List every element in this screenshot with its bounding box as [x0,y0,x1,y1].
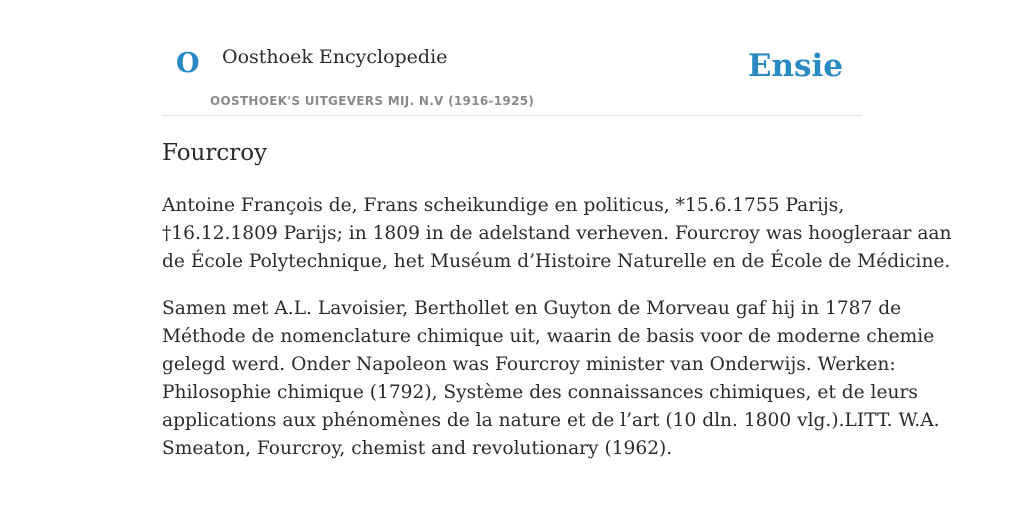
entry-title: Fourcroy [162,140,268,166]
brand-logo-link[interactable]: Ensie [747,48,843,84]
page [162,0,952,459]
entry-paragraph-1 [162,192,952,276]
publisher-label: OOSTHOEK'S UITGEVERS MIJ. N.V (1916-1925) [210,94,535,108]
text-line: applications aux phénomènes de la nature et de l’art (10 dln. 1800 vlg.).LITT. W.A. [162,410,940,431]
text-line: Samen met A.L. Lavoisier, Berthollet en Guyton de Morveau gaf hij in 1787 de [162,298,902,319]
text-line: Antoine François de, Frans scheikundige en politicus, *15.6.1755 Parijs, [162,195,845,216]
logo-icon[interactable]: O [176,48,200,79]
entry-paragraph-2 [162,295,940,463]
text-line: gelegd werd. Onder Napoleon was Fourcroy minister van Onderwijs. Werken: [162,354,896,375]
text-line: †16.12.1809 Parijs; in 1809 in de adelstand verheven. Fourcroy was hoogleraar aan [162,223,952,244]
text-line: Méthode de nomenclature chimique uit, waarin de basis voor de moderne chemie [162,326,935,347]
text-line: Smeaton, Fourcroy, chemist and revolutionary (1962). [162,438,673,459]
site-header [162,0,862,116]
site-title-link[interactable]: Oosthoek Encyclopedie [222,46,448,68]
text-line: Philosophie chimique (1792), Système des connaissances chimiques, et de leurs [162,382,918,403]
text-line: de École Polytechnique, het Muséum d’Histoire Naturelle en de École de Médicine. [162,251,951,272]
